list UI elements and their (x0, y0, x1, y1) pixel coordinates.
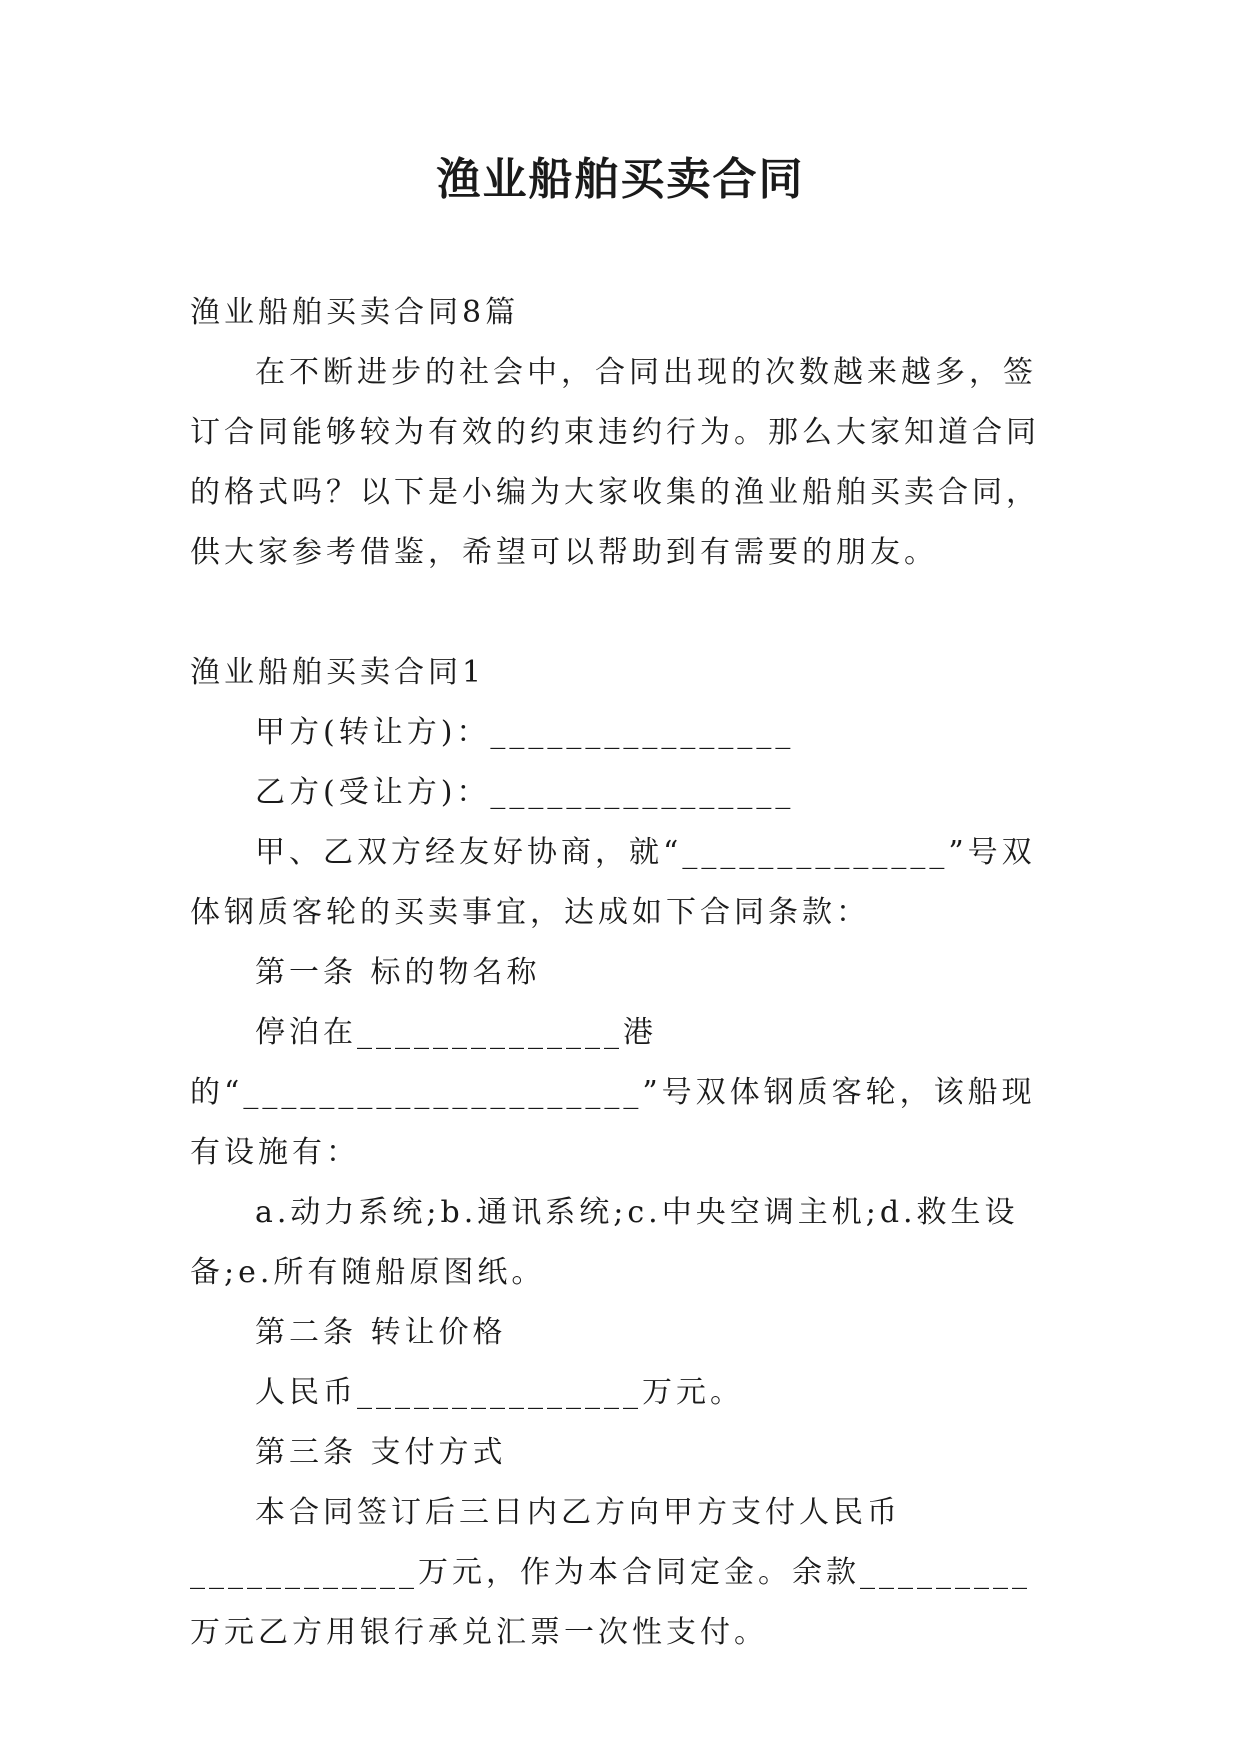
preamble-paragraph: 甲、乙双方经友好协商，就“______________”号双体钢质客轮的买卖事宜，达成如下合同条款： (190, 835, 1036, 930)
subtitle: 渔业船舶买卖合同8篇 (190, 295, 520, 330)
party-b-line: 乙方(受让方)：________________ (255, 775, 795, 810)
article-3-title: 第三条 支付方式 (255, 1435, 507, 1470)
party-a-line: 甲方(转让方)：________________ (255, 715, 795, 750)
document-body (190, 283, 1055, 1663)
article-1-items: a.动力系统;b.通讯系统;c.中央空调主机;d.救生设备;e.所有随船原图纸。 (190, 1195, 1019, 1290)
article-3-text: 本合同签订后三日内乙方向甲方支付人民币____________万元，作为本合同定金。余款_________万元乙方用银行承兑汇票一次性支付。 (190, 1495, 1031, 1650)
paragraph-spacer (190, 583, 1055, 643)
article-2-title: 第二条 转让价格 (255, 1315, 507, 1350)
document-title: 渔业船舶买卖合同 (436, 154, 805, 205)
article-1-title: 第一条 标的物名称 (255, 955, 541, 990)
article-1-text: 停泊在______________港的“_____________________”号双体钢质客轮，该船现有设施有： (190, 1015, 1036, 1170)
article-2-text: 人民币_______________万元。 (255, 1375, 744, 1410)
intro-paragraph: 在不断进步的社会中，合同出现的次数越来越多，签订合同能够较为有效的约束违约行为。那么大家知道合同的格式吗？以下是小编为大家收集的渔业船舶买卖合同，供大家参考借鉴，希望可以帮助到有需要的朋友。 (190, 355, 1040, 570)
section-heading: 渔业船舶买卖合同1 (190, 655, 486, 690)
